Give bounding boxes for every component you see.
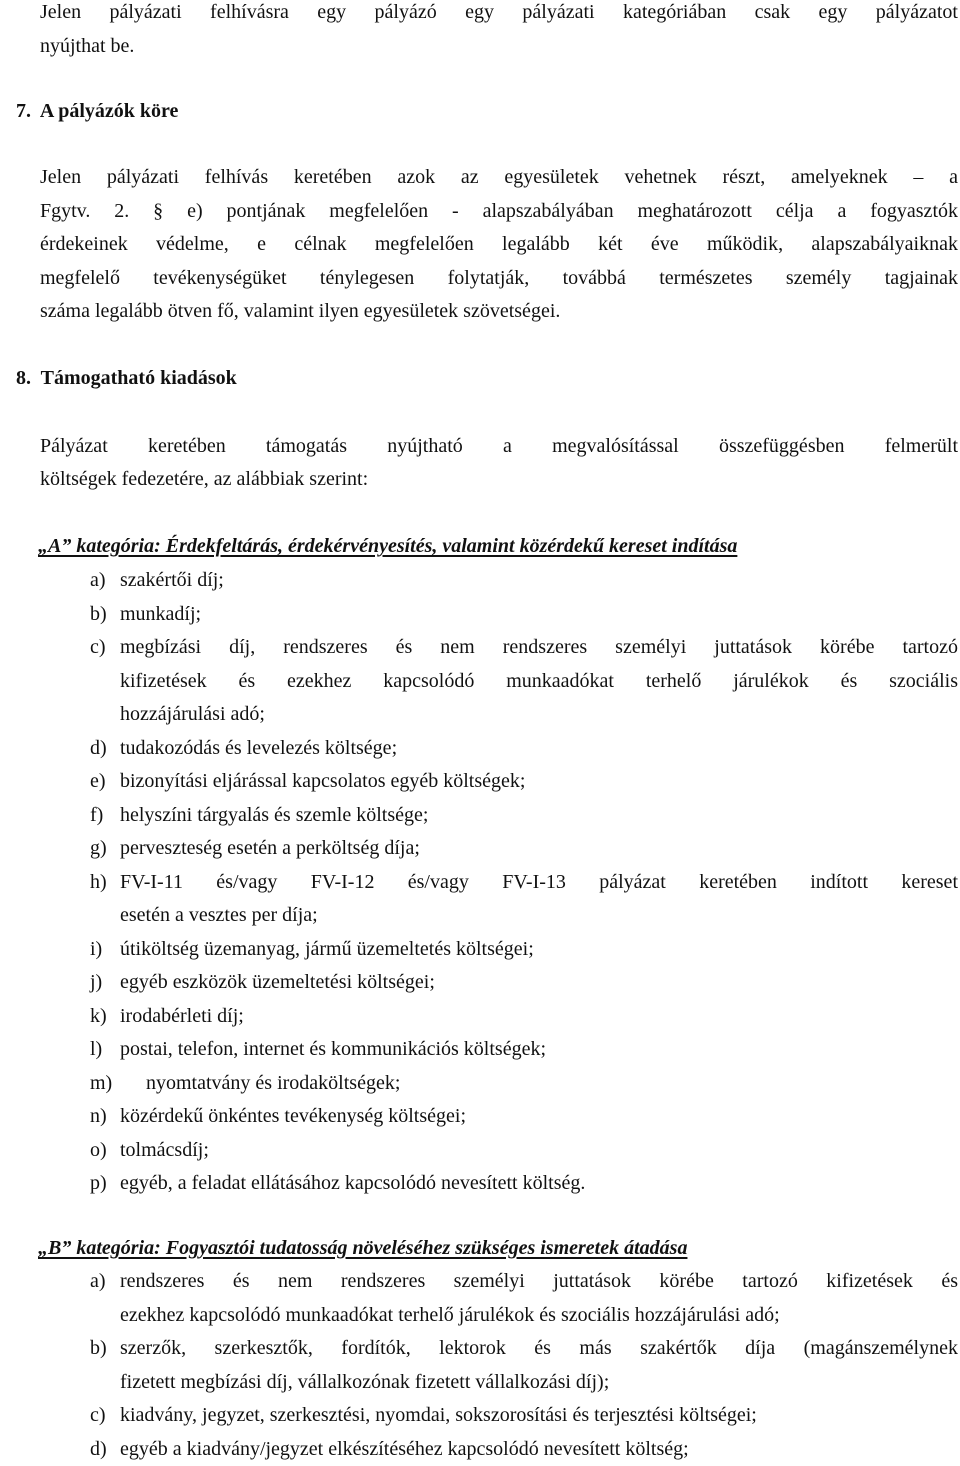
category-b-item	[90, 1399, 958, 1433]
item-label: o)	[90, 1134, 107, 1168]
category-a-item	[90, 832, 958, 866]
item-text: szakértői díj;	[120, 564, 958, 598]
section-7-line-5: száma legalább ötven fő, valamint ilyen egyesületek szövetségei.	[40, 295, 958, 329]
category-a-title: „A” kategória: Érdekfeltárás, érdekérvényesítés, valamint közérdekű kereset indítása	[38, 530, 737, 563]
item-text: közérdekű önkéntes tevékenység költségei;	[120, 1100, 958, 1134]
item-text: kifizetések és ezekhez kapcsolódó munkaadókat terhelő járulékok és szociális	[120, 665, 958, 699]
category-a-item	[90, 1167, 958, 1201]
section-7-line-2: Fgytv. 2. § e) pontjának megfelelően - alapszabályában meghatározott célja a fogyasztók	[40, 195, 958, 229]
category-a-item	[90, 866, 958, 933]
item-label: g)	[90, 832, 107, 866]
category-a-item	[90, 564, 958, 598]
item-text: nyomtatvány és irodaköltségek;	[146, 1067, 958, 1101]
item-label: c)	[90, 1399, 106, 1433]
item-label: e)	[90, 765, 106, 799]
item-label: n)	[90, 1100, 107, 1134]
category-b-title: „B” kategória: Fogyasztói tudatosság növeléséhez szükséges ismeretek átadása	[38, 1232, 687, 1265]
section-8-line-2: költségek fedezetére, az alábbiak szerint:	[40, 463, 958, 497]
section-7-line-1: Jelen pályázati felhívás keretében azok az egyesületek vehetnek részt, amelyeknek – a	[40, 161, 958, 195]
item-text: hozzájárulási adó;	[120, 698, 958, 732]
category-b-item	[90, 1433, 958, 1466]
item-label: k)	[90, 1000, 107, 1034]
item-text: megbízási díj, rendszeres és nem rendszeres személyi juttatások körébe tartozó	[120, 631, 958, 665]
item-label: b)	[90, 598, 107, 632]
item-label: h)	[90, 866, 107, 900]
item-label: a)	[90, 564, 106, 598]
item-label: p)	[90, 1167, 107, 1201]
item-text: munkadíj;	[120, 598, 958, 632]
category-a-item	[90, 598, 958, 632]
item-text: útiköltség üzemanyag, jármű üzemeltetés költségei;	[120, 933, 958, 967]
category-a-item	[90, 799, 958, 833]
category-a-item	[90, 966, 958, 1000]
item-label: c)	[90, 631, 106, 665]
item-text: tolmácsdíj;	[120, 1134, 958, 1168]
section-8-heading: 8. Támogatható kiadások	[16, 362, 237, 395]
item-label: m)	[90, 1067, 112, 1101]
category-b-item	[90, 1332, 958, 1399]
section-7-line-3: érdekeinek védelme, e célnak megfelelően legalább két éve működik, alapszabályaiknak	[40, 228, 958, 262]
item-label: d)	[90, 1433, 107, 1466]
item-text: esetén a vesztes per díja;	[120, 899, 958, 933]
item-label: f)	[90, 799, 103, 833]
item-text: helyszíni tárgyalás és szemle költsége;	[120, 799, 958, 833]
item-text: egyéb eszközök üzemeltetési költségei;	[120, 966, 958, 1000]
item-text: egyéb a kiadvány/jegyzet elkészítéséhez kapcsolódó nevesített költség;	[120, 1433, 958, 1466]
category-a-item	[90, 631, 958, 732]
category-a-item	[90, 1033, 958, 1067]
section-7-line-4: megfelelő tevékenységüket ténylegesen folytatják, továbbá természetes személy tagjainak	[40, 262, 958, 296]
item-text: bizonyítási eljárással kapcsolatos egyéb költségek;	[120, 765, 958, 799]
category-a-item	[90, 732, 958, 766]
item-text: postai, telefon, internet és kommunikációs költségek;	[120, 1033, 958, 1067]
item-text: perveszteség esetén a perköltség díja;	[120, 832, 958, 866]
item-text: fizetett megbízási díj, vállalkozónak fizetett vállalkozási díj);	[120, 1366, 958, 1400]
item-text: kiadvány, jegyzet, szerkesztési, nyomdai, sokszorosítási és terjesztési költségei;	[120, 1399, 958, 1433]
category-a-item	[90, 1067, 958, 1101]
item-text: rendszeres és nem rendszeres személyi juttatások körébe tartozó kifizetések és	[120, 1265, 958, 1299]
item-label: j)	[90, 966, 102, 1000]
item-label: d)	[90, 732, 107, 766]
item-label: l)	[90, 1033, 102, 1067]
item-text: szerzők, szerkesztők, fordítók, lektorok és más szakértők díja (magánszemélynek	[120, 1332, 958, 1366]
category-a-item	[90, 765, 958, 799]
item-label: i)	[90, 933, 102, 967]
item-text: egyéb, a feladat ellátásához kapcsolódó nevesített költség.	[120, 1167, 958, 1201]
item-text: ezekhez kapcsolódó munkaadókat terhelő járulékok és szociális hozzájárulási adó;	[120, 1299, 958, 1333]
category-a-item	[90, 1134, 958, 1168]
category-b-item	[90, 1265, 958, 1332]
item-label: b)	[90, 1332, 107, 1366]
item-text: irodabérleti díj;	[120, 1000, 958, 1034]
intro-line-2: nyújthat be.	[40, 30, 958, 64]
item-label: a)	[90, 1265, 106, 1299]
category-a-item	[90, 1100, 958, 1134]
item-text: tudakozódás és levelezés költsége;	[120, 732, 958, 766]
section-7-heading: 7. A pályázók köre	[16, 95, 178, 128]
category-a-item	[90, 933, 958, 967]
item-text: FV-I-11 és/vagy FV-I-12 és/vagy FV-I-13 pályázat keretében indított kereset	[120, 866, 958, 900]
intro-line-1: Jelen pályázati felhívásra egy pályázó egy pályázati kategóriában csak egy pályázatot	[40, 0, 958, 30]
section-8-line-1: Pályázat keretében támogatás nyújtható a megvalósítással összefüggésben felmerült	[40, 430, 958, 464]
category-a-item	[90, 1000, 958, 1034]
